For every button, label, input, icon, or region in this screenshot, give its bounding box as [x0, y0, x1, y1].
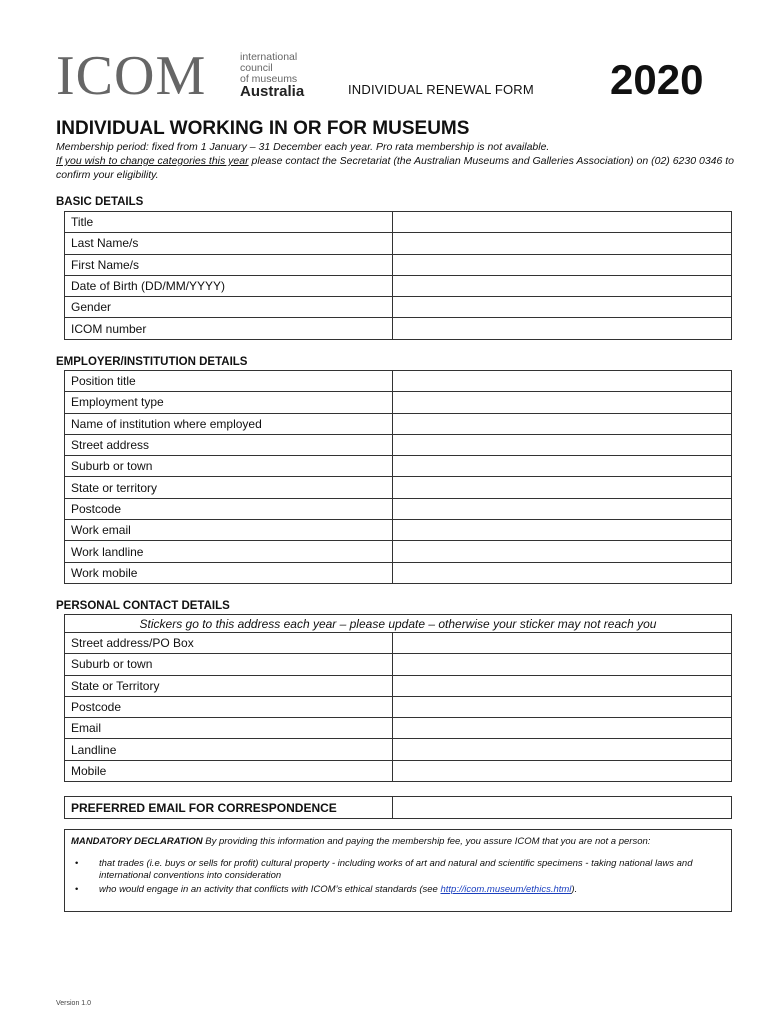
table-row: [65, 562, 732, 583]
table-row: [65, 371, 732, 392]
list-item: [71, 884, 725, 896]
logo-subtitle: [240, 52, 297, 85]
declaration-item-end: ).: [571, 884, 578, 895]
table-row: [65, 413, 732, 434]
table-row: [65, 633, 732, 654]
table-row: [65, 297, 732, 318]
logo-wordmark: ICOM: [56, 45, 207, 107]
bullet-icon: •: [75, 858, 79, 869]
declaration-title: MANDATORY DECLARATION: [71, 836, 203, 847]
field-label: Employment type: [65, 392, 393, 413]
table-row: [65, 254, 732, 275]
logo-subtitle-line: council: [240, 62, 273, 74]
field-input[interactable]: [393, 413, 732, 434]
table-row: [65, 318, 732, 339]
intro-line: Membership period: fixed from 1 January – 31 December each year. Pro rata membership is not available.: [56, 141, 550, 153]
version-label: Version 1.0: [56, 1000, 92, 1007]
table-row: [65, 654, 732, 675]
field-input[interactable]: [393, 434, 732, 455]
field-label: Email: [65, 718, 393, 739]
declaration-lead: [71, 836, 725, 848]
table-row: [65, 392, 732, 413]
bullet-icon: •: [75, 884, 79, 895]
field-label: Street address/PO Box: [65, 633, 393, 654]
field-label: Work mobile: [65, 562, 393, 583]
field-label: State or Territory: [65, 675, 393, 696]
form-year: 2020: [610, 56, 704, 103]
field-label: Postcode: [65, 498, 393, 519]
list-item: [71, 858, 725, 882]
field-input[interactable]: [393, 498, 732, 519]
field-input[interactable]: [393, 654, 732, 675]
field-label: Gender: [65, 297, 393, 318]
intro-rest: please contact the Secretariat (the Australian Museums and Galleries Association) on (02) 6230 0346 to confirm your eligibility.: [56, 155, 735, 181]
logo-subtitle-line: international: [240, 51, 298, 63]
field-label: Postcode: [65, 696, 393, 717]
table-row: [65, 739, 732, 760]
intro-text: [56, 140, 736, 182]
field-label: Last Name/s: [65, 233, 393, 254]
field-input[interactable]: [393, 275, 732, 296]
field-label: Suburb or town: [65, 456, 393, 477]
table-row: [65, 718, 732, 739]
preferred-email-table: [64, 796, 732, 819]
field-label: Date of Birth (DD/MM/YYYY): [65, 275, 393, 296]
field-label: Work landline: [65, 541, 393, 562]
field-input[interactable]: [393, 562, 732, 583]
field-label: Street address: [65, 434, 393, 455]
field-input[interactable]: [393, 371, 732, 392]
table-row: [65, 696, 732, 717]
field-label: Position title: [65, 371, 393, 392]
preferred-email-label: PREFERRED EMAIL FOR CORRESPONDENCE: [65, 797, 393, 819]
logo-country: Australia: [240, 83, 305, 100]
section-heading-employer: EMPLOYER/INSTITUTION DETAILS: [56, 356, 248, 368]
field-input[interactable]: [393, 477, 732, 498]
field-input[interactable]: [393, 233, 732, 254]
table-row: [65, 520, 732, 541]
declaration-item: that trades (i.e. buys or sells for profit) cultural property - including works of art and natural and scientific specimens - taking national laws and international conventions into consideration: [99, 858, 693, 881]
field-input[interactable]: [393, 520, 732, 541]
table-row: [65, 615, 732, 633]
employer-details-table: [64, 370, 732, 584]
field-label: State or territory: [65, 477, 393, 498]
table-row: [65, 456, 732, 477]
field-input[interactable]: [393, 633, 732, 654]
section-heading-basic: BASIC DETAILS: [56, 196, 144, 208]
field-input[interactable]: [393, 392, 732, 413]
table-row: [65, 212, 732, 233]
table-row: [65, 275, 732, 296]
field-label: Landline: [65, 739, 393, 760]
field-input[interactable]: [393, 318, 732, 339]
field-label: First Name/s: [65, 254, 393, 275]
field-input[interactable]: [393, 718, 732, 739]
table-row: [65, 541, 732, 562]
declaration-text: By providing this information and paying the membership fee, you assure ICOM that you are not a person:: [202, 836, 651, 847]
field-input[interactable]: [393, 254, 732, 275]
page-title: INDIVIDUAL WORKING IN OR FOR MUSEUMS: [56, 118, 470, 139]
field-label: Work email: [65, 520, 393, 541]
field-label: Name of institution where employed: [65, 413, 393, 434]
field-label: Mobile: [65, 760, 393, 781]
table-row: [65, 434, 732, 455]
sticker-note: Stickers go to this address each year – please update – otherwise your sticker may not reach you: [65, 615, 732, 633]
field-input[interactable]: [393, 212, 732, 233]
preferred-email-input[interactable]: [393, 797, 732, 819]
table-row: [65, 760, 732, 781]
table-row: [65, 233, 732, 254]
declaration-item: who would engage in an activity that conflicts with ICOM’s ethical standards (see: [99, 884, 441, 895]
field-label: Title: [65, 212, 393, 233]
field-input[interactable]: [393, 675, 732, 696]
field-input[interactable]: [393, 541, 732, 562]
intro-underlined: If you wish to change categories this year: [56, 155, 249, 167]
field-input[interactable]: [393, 696, 732, 717]
table-row: [65, 797, 732, 819]
personal-contact-table: [64, 614, 732, 782]
icom-logo: [56, 45, 326, 107]
mandatory-declaration: [64, 829, 732, 912]
logo-subtitle-line: of museums: [240, 73, 298, 85]
ethics-link[interactable]: http://icom.museum/ethics.html: [440, 884, 572, 895]
declaration-list: [71, 858, 725, 896]
table-row: [65, 498, 732, 519]
field-label: ICOM number: [65, 318, 393, 339]
field-input[interactable]: [393, 297, 732, 318]
form-name: INDIVIDUAL RENEWAL FORM: [348, 82, 534, 97]
field-input[interactable]: [393, 456, 732, 477]
field-input[interactable]: [393, 739, 732, 760]
field-input[interactable]: [393, 760, 732, 781]
section-heading-personal: PERSONAL CONTACT DETAILS: [56, 600, 230, 612]
table-row: [65, 675, 732, 696]
intro-line: [56, 154, 736, 182]
basic-details-table: [64, 211, 732, 340]
field-label: Suburb or town: [65, 654, 393, 675]
table-row: [65, 477, 732, 498]
